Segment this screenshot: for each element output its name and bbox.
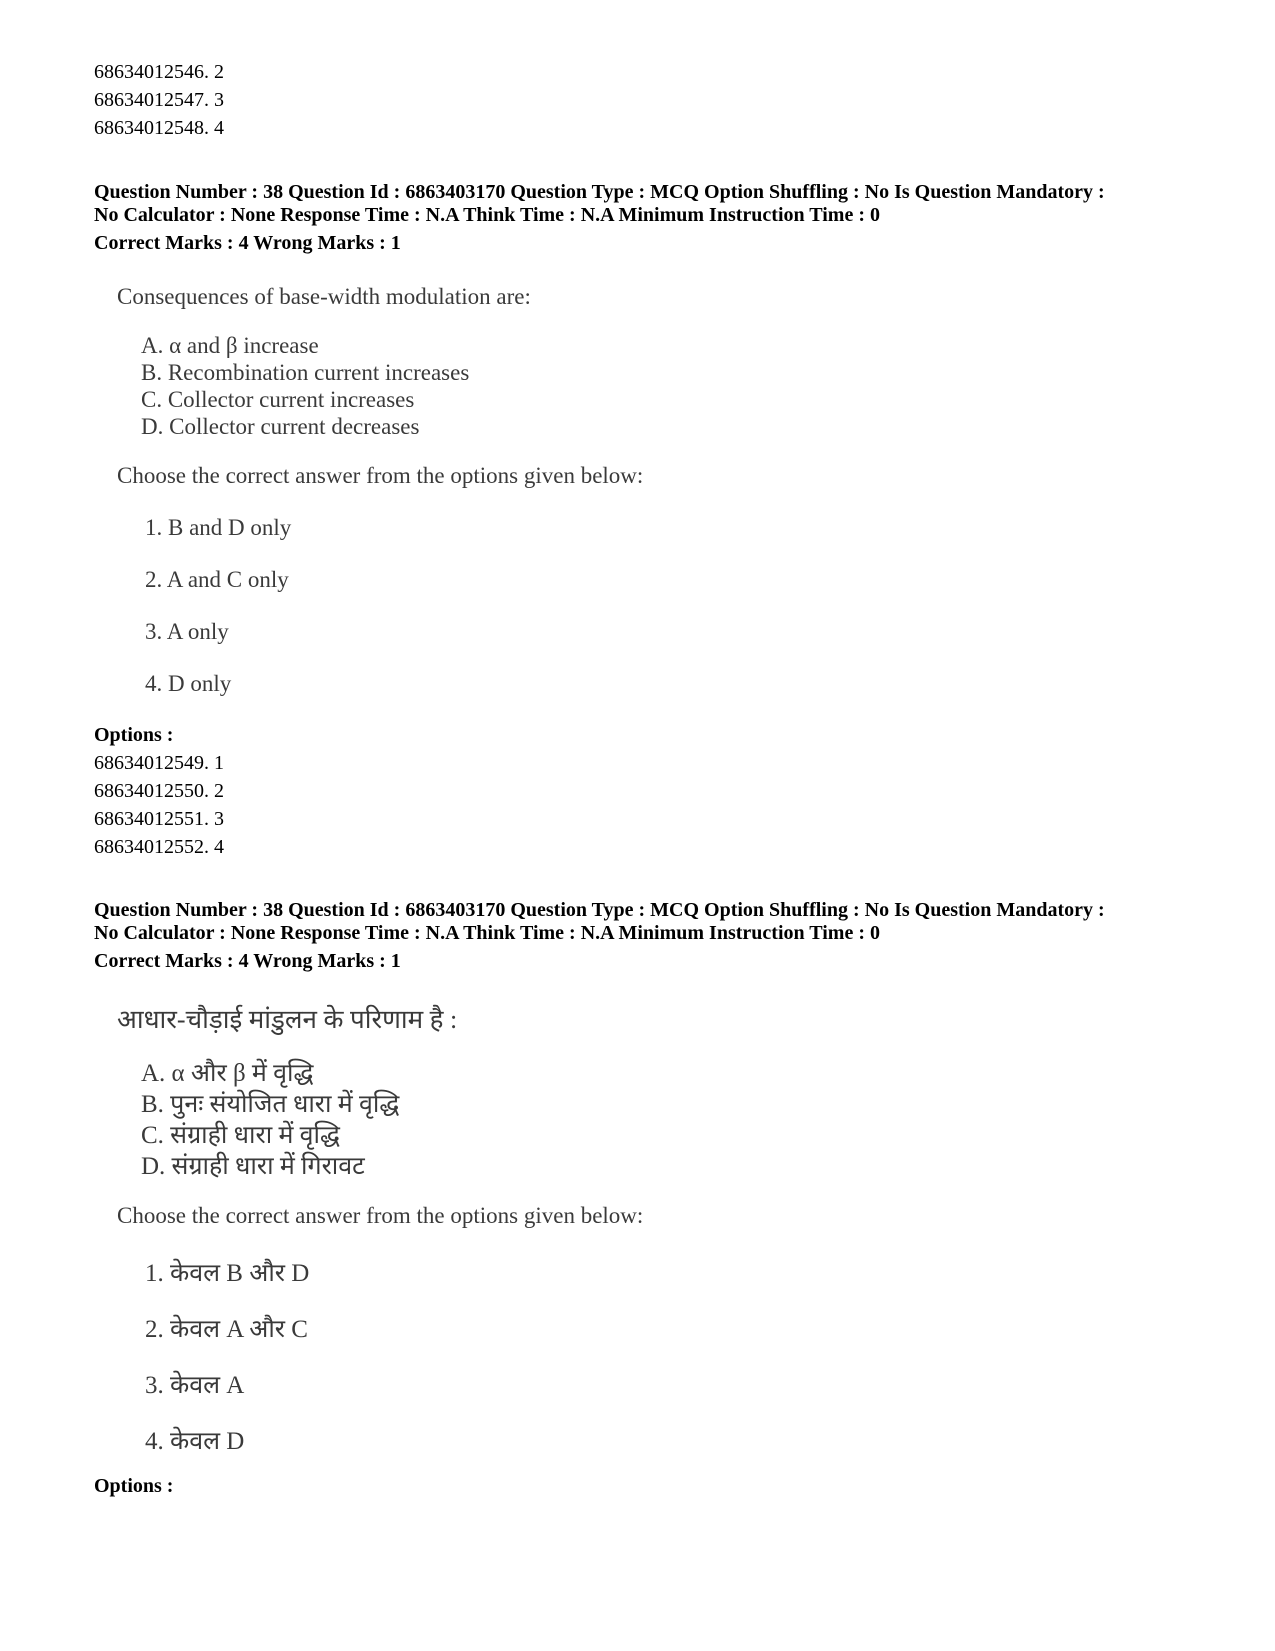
question-stem: आधार-चौड़ाई मांडुलन के परिणाम है :: [117, 1005, 458, 1034]
question-stem: Consequences of base-width modulation are:: [117, 284, 531, 309]
option-line: 68634012548. 4: [94, 117, 224, 139]
options-label: Options :: [94, 724, 174, 746]
question-meta-line-1: Question Number : 38 Question Id : 6863403170 Question Type : MCQ Option Shuffling : No Is Question Mandatory :: [94, 899, 1105, 921]
question-meta-line-2: No Calculator : None Response Time : N.A Think Time : N.A Minimum Instruction Time : 0: [94, 922, 880, 944]
question-marks: Correct Marks : 4 Wrong Marks : 1: [94, 232, 401, 254]
statement-d: D. संग्राही धारा में गिरावट: [141, 1153, 365, 1180]
statement-b: B. Recombination current increases: [141, 360, 470, 385]
answer-choice-1: 1. केवल B और D: [145, 1260, 310, 1287]
option-line: 68634012547. 3: [94, 89, 224, 111]
answer-choice-2: 2. केवल A और C: [145, 1316, 308, 1343]
question-meta-line-1: Question Number : 38 Question Id : 6863403170 Question Type : MCQ Option Shuffling : No Is Question Mandatory :: [94, 181, 1105, 203]
answer-choice-3: 3. A only: [145, 619, 229, 644]
answer-choice-1: 1. B and D only: [145, 515, 292, 540]
answer-choice-3: 3. केवल A: [145, 1372, 245, 1399]
option-line: 68634012552. 4: [94, 836, 224, 858]
answer-instruction: Choose the correct answer from the options given below:: [117, 1203, 644, 1228]
option-line: 68634012546. 2: [94, 61, 224, 83]
statement-a: A. α और β में वृद्धि: [141, 1060, 314, 1087]
question-marks: Correct Marks : 4 Wrong Marks : 1: [94, 950, 401, 972]
answer-choice-4: 4. D only: [145, 671, 232, 696]
statement-b: B. पुनः संयोजित धारा में वृद्धि: [141, 1091, 400, 1118]
statement-c: C. Collector current increases: [141, 387, 415, 412]
option-line: 68634012550. 2: [94, 780, 224, 802]
options-label: Options :: [94, 1475, 174, 1497]
option-line: 68634012549. 1: [94, 752, 224, 774]
answer-choice-4: 4. केवल D: [145, 1428, 245, 1455]
statement-a: A. α and β increase: [141, 333, 319, 358]
answer-instruction: Choose the correct answer from the options given below:: [117, 463, 644, 488]
question-meta-line-2: No Calculator : None Response Time : N.A Think Time : N.A Minimum Instruction Time : 0: [94, 204, 880, 226]
option-line: 68634012551. 3: [94, 808, 224, 830]
statement-d: D. Collector current decreases: [141, 414, 420, 439]
answer-choice-2: 2. A and C only: [145, 567, 289, 592]
statement-c: C. संग्राही धारा में वृद्धि: [141, 1122, 341, 1149]
